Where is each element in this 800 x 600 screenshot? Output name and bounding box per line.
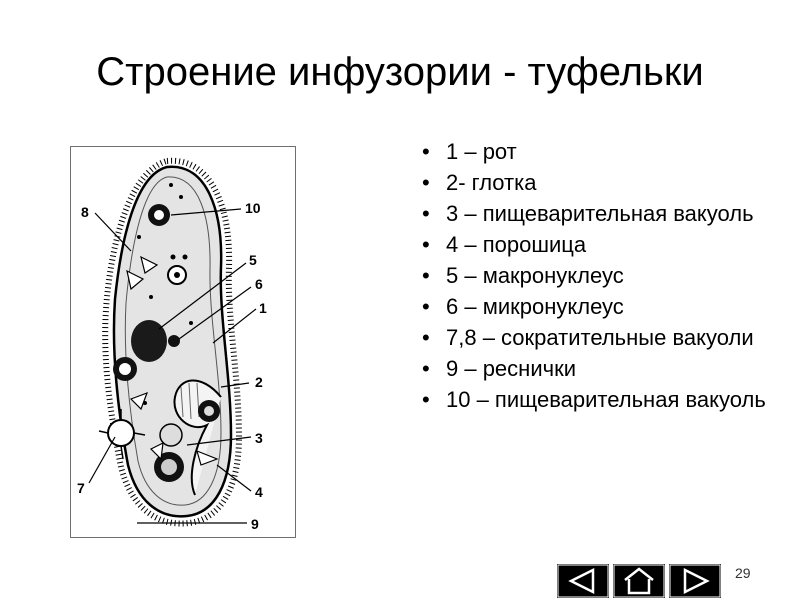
figure-label: 7: [77, 480, 85, 496]
home-button[interactable]: [613, 564, 665, 598]
micronucleus: [168, 335, 180, 347]
legend-item: • 2- глотка: [420, 171, 780, 195]
figure-label: 2: [255, 374, 263, 390]
legend-item: • 3 – пищеварительная вакуоль: [420, 202, 780, 226]
figure-label: 4: [255, 484, 263, 500]
slide-title: Строение инфузории - туфельки: [96, 50, 704, 94]
figure-label: 8: [81, 204, 89, 220]
legend-item: • 10 – пищеварительная вакуоль: [420, 388, 780, 412]
figure-label: 1: [259, 300, 267, 316]
figure-label: 3: [255, 430, 263, 446]
figure-label: 10: [245, 200, 261, 216]
legend-item: • 9 – реснички: [420, 357, 780, 381]
house-icon: [613, 564, 665, 598]
figure-label: 5: [249, 252, 257, 268]
prev-slide-button[interactable]: [557, 564, 609, 598]
legend-item: • 4 – порошица: [420, 233, 780, 257]
legend-item: • 1 – рот: [420, 140, 780, 164]
slide-number: 29: [735, 565, 751, 581]
legend-item: • 5 – макронуклеус: [420, 264, 780, 288]
figure-label: 9: [251, 516, 259, 532]
legend-item: • 6 – микронуклеус: [420, 295, 780, 319]
figure-label: 6: [255, 276, 263, 292]
triangle-right-icon: [669, 564, 721, 598]
legend-list: [420, 140, 780, 419]
next-slide-button[interactable]: [669, 564, 721, 598]
legend-item: • 7,8 – сократительные вакуоли: [420, 326, 780, 350]
paramecium-diagram: [70, 146, 296, 538]
triangle-left-icon: [557, 564, 609, 598]
